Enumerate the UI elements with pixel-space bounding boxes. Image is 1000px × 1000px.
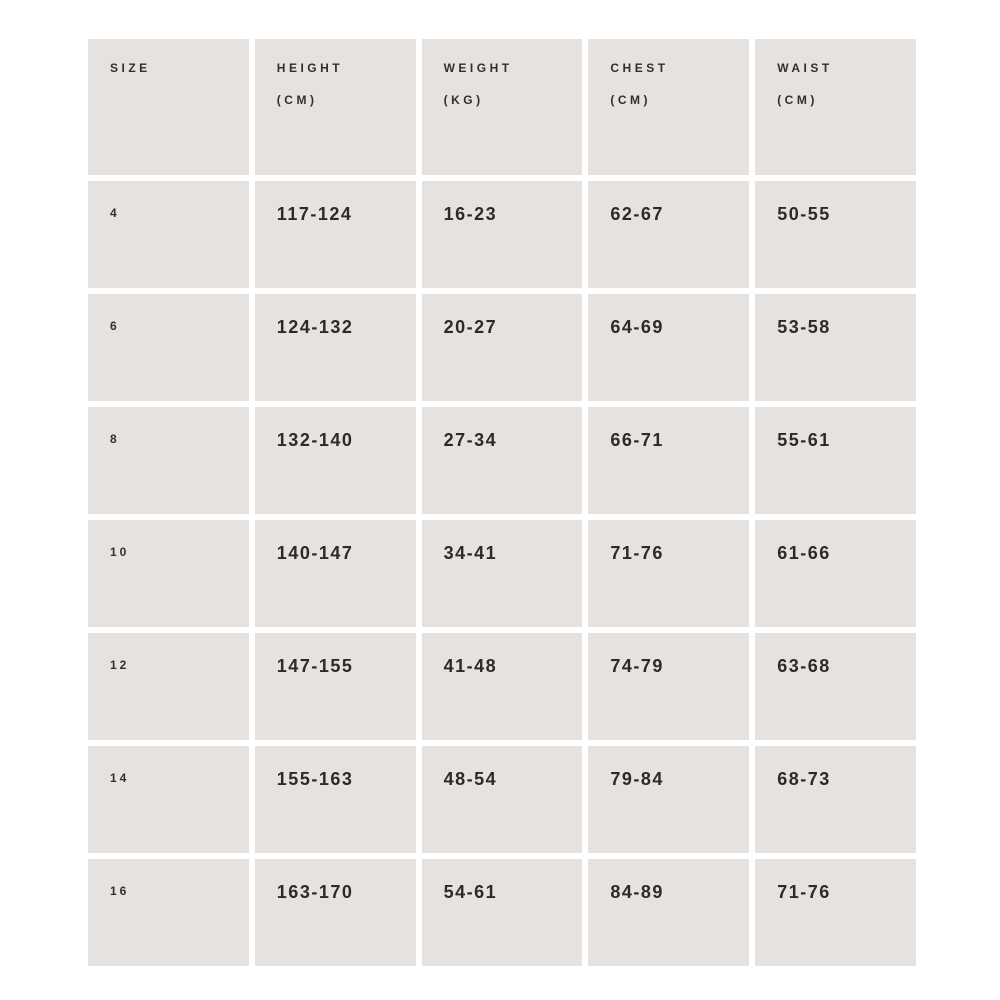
cell-weight-6: 20-27 xyxy=(422,294,583,401)
cell-weight-14: 48-54 xyxy=(422,746,583,853)
cell-weight-4: 16-23 xyxy=(422,181,583,288)
header-cell-size xyxy=(88,39,249,175)
header-cell-height xyxy=(255,39,416,175)
column-unit-chest: (CM) xyxy=(610,93,652,107)
cell-height-4: 117-124 xyxy=(255,181,416,288)
cell-waist-12: 63-68 xyxy=(755,633,916,740)
column-label-weight: WEIGHT xyxy=(443,61,513,75)
cell-height-8: 132-140 xyxy=(255,407,416,514)
cell-height-6: 124-132 xyxy=(255,294,416,401)
cell-waist-4: 50-55 xyxy=(755,181,916,288)
column-label-size: SIZE xyxy=(110,61,151,75)
cell-size-6: 6 xyxy=(88,294,249,401)
column-unit-waist: (CM) xyxy=(777,93,818,107)
cell-size-14: 14 xyxy=(88,746,249,853)
size-chart-table xyxy=(88,39,916,966)
cell-height-10: 140-147 xyxy=(255,520,416,627)
cell-waist-16: 71-76 xyxy=(755,859,916,966)
cell-chest-12: 74-79 xyxy=(588,633,749,740)
cell-height-14: 155-163 xyxy=(255,746,416,853)
cell-waist-10: 61-66 xyxy=(755,520,916,627)
cell-chest-16: 84-89 xyxy=(588,859,749,966)
cell-size-10: 10 xyxy=(88,520,249,627)
cell-waist-6: 53-58 xyxy=(755,294,916,401)
column-label-height: HEIGHT xyxy=(276,61,344,75)
cell-waist-14: 68-73 xyxy=(755,746,916,853)
cell-height-12: 147-155 xyxy=(255,633,416,740)
header-cell-weight xyxy=(422,39,583,175)
cell-chest-8: 66-71 xyxy=(588,407,749,514)
cell-chest-4: 62-67 xyxy=(588,181,749,288)
cell-waist-8: 55-61 xyxy=(755,407,916,514)
cell-chest-10: 71-76 xyxy=(588,520,749,627)
cell-size-4: 4 xyxy=(88,181,249,288)
cell-size-16: 16 xyxy=(88,859,249,966)
cell-chest-6: 64-69 xyxy=(588,294,749,401)
cell-weight-10: 34-41 xyxy=(422,520,583,627)
cell-weight-12: 41-48 xyxy=(422,633,583,740)
column-label-waist: WAIST xyxy=(777,61,833,75)
column-unit-weight: (KG) xyxy=(443,93,484,107)
cell-chest-14: 79-84 xyxy=(588,746,749,853)
cell-size-8: 8 xyxy=(88,407,249,514)
header-cell-waist xyxy=(755,39,916,175)
cell-size-12: 12 xyxy=(88,633,249,740)
column-unit-height: (CM) xyxy=(276,93,318,107)
cell-height-16: 163-170 xyxy=(255,859,416,966)
cell-weight-8: 27-34 xyxy=(422,407,583,514)
header-cell-chest xyxy=(588,39,749,175)
cell-weight-16: 54-61 xyxy=(422,859,583,966)
column-label-chest: CHEST xyxy=(610,61,669,75)
